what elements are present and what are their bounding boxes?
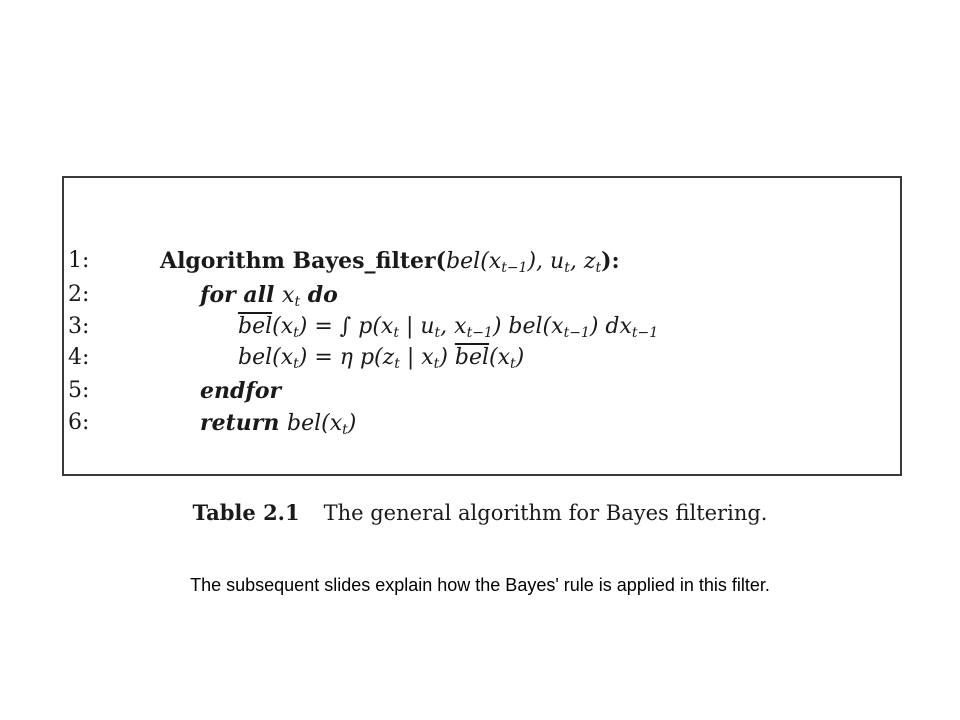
math-term: , z — [569, 249, 596, 274]
math-term: | u — [398, 314, 435, 339]
line-number: 3: — [68, 314, 90, 339]
algorithm-box — [62, 176, 902, 476]
algorithm-line-1 — [64, 248, 900, 282]
algorithm-keyword: Algorithm Bayes_filter( — [160, 248, 447, 274]
algorithm-line-6 — [64, 410, 900, 444]
subscript: t — [342, 422, 348, 438]
line-code — [200, 410, 356, 438]
subscript: t−1 — [563, 325, 590, 341]
math-term: | x — [399, 345, 434, 370]
math-term: bel(x — [238, 345, 294, 370]
math-term: , x — [440, 314, 467, 339]
subscript: t — [293, 356, 299, 372]
subscript: t — [595, 260, 602, 276]
line-number: 2: — [68, 282, 90, 307]
line-code — [160, 248, 620, 276]
math-term: ) bel(x — [492, 314, 564, 339]
line-number: 6: — [68, 410, 90, 435]
line-number: 1: — [68, 248, 90, 273]
math-term: bel(x — [287, 411, 343, 436]
subscript: t — [294, 294, 301, 310]
math-term: ) = ∫ p(x — [298, 314, 394, 339]
math-term: ) — [347, 411, 357, 436]
caption-text: The general algorithm for Bayes filtering. — [323, 501, 768, 525]
math-term: ), u — [527, 249, 565, 274]
subscript: t — [433, 356, 440, 372]
math-term: bel(x — [446, 249, 502, 274]
math-term: ) = η p(z — [298, 345, 395, 370]
subscript: t — [510, 356, 516, 372]
math-term: ) — [439, 345, 455, 370]
line-number: 4: — [68, 345, 90, 370]
subscript: t−1 — [501, 260, 528, 276]
math-term: (x — [272, 314, 294, 339]
subscript: t — [564, 260, 570, 276]
math-term: ) — [515, 345, 525, 370]
line-code — [238, 345, 524, 372]
subscript: t−1 — [466, 325, 493, 341]
do-keyword: do — [300, 282, 338, 308]
math-term: (x — [489, 345, 511, 370]
algorithm-tail: ): — [601, 248, 620, 274]
math-term: x — [282, 283, 295, 308]
return-keyword: return — [200, 410, 287, 436]
endfor-keyword: endfor — [200, 378, 282, 404]
line-number: 5: — [68, 378, 90, 403]
bel-bar-term: $\overline{bel}$ — [454, 345, 490, 370]
table-caption — [0, 500, 960, 525]
algorithm-line-4 — [64, 345, 900, 379]
subscript: t — [434, 325, 441, 341]
subscript: t — [293, 325, 299, 341]
for-keyword: for all — [200, 282, 283, 308]
math-term: ) dx — [589, 314, 632, 339]
algorithm-line-3 — [64, 314, 900, 348]
line-code — [200, 378, 281, 404]
caption-tag: Table 2.1 — [192, 500, 300, 525]
algorithm-line-2 — [64, 282, 900, 316]
subscript: t−1 — [631, 325, 659, 341]
slide-note: The subsequent slides explain how the Bayes' rule is applied in this filter. — [190, 575, 770, 595]
line-code — [200, 282, 338, 310]
bel-bar-term: $\overline{bel}$ — [238, 314, 273, 339]
subscript: t — [393, 325, 399, 341]
algorithm-line-5 — [64, 378, 900, 412]
line-code — [238, 314, 658, 341]
subscript: t — [394, 356, 400, 372]
